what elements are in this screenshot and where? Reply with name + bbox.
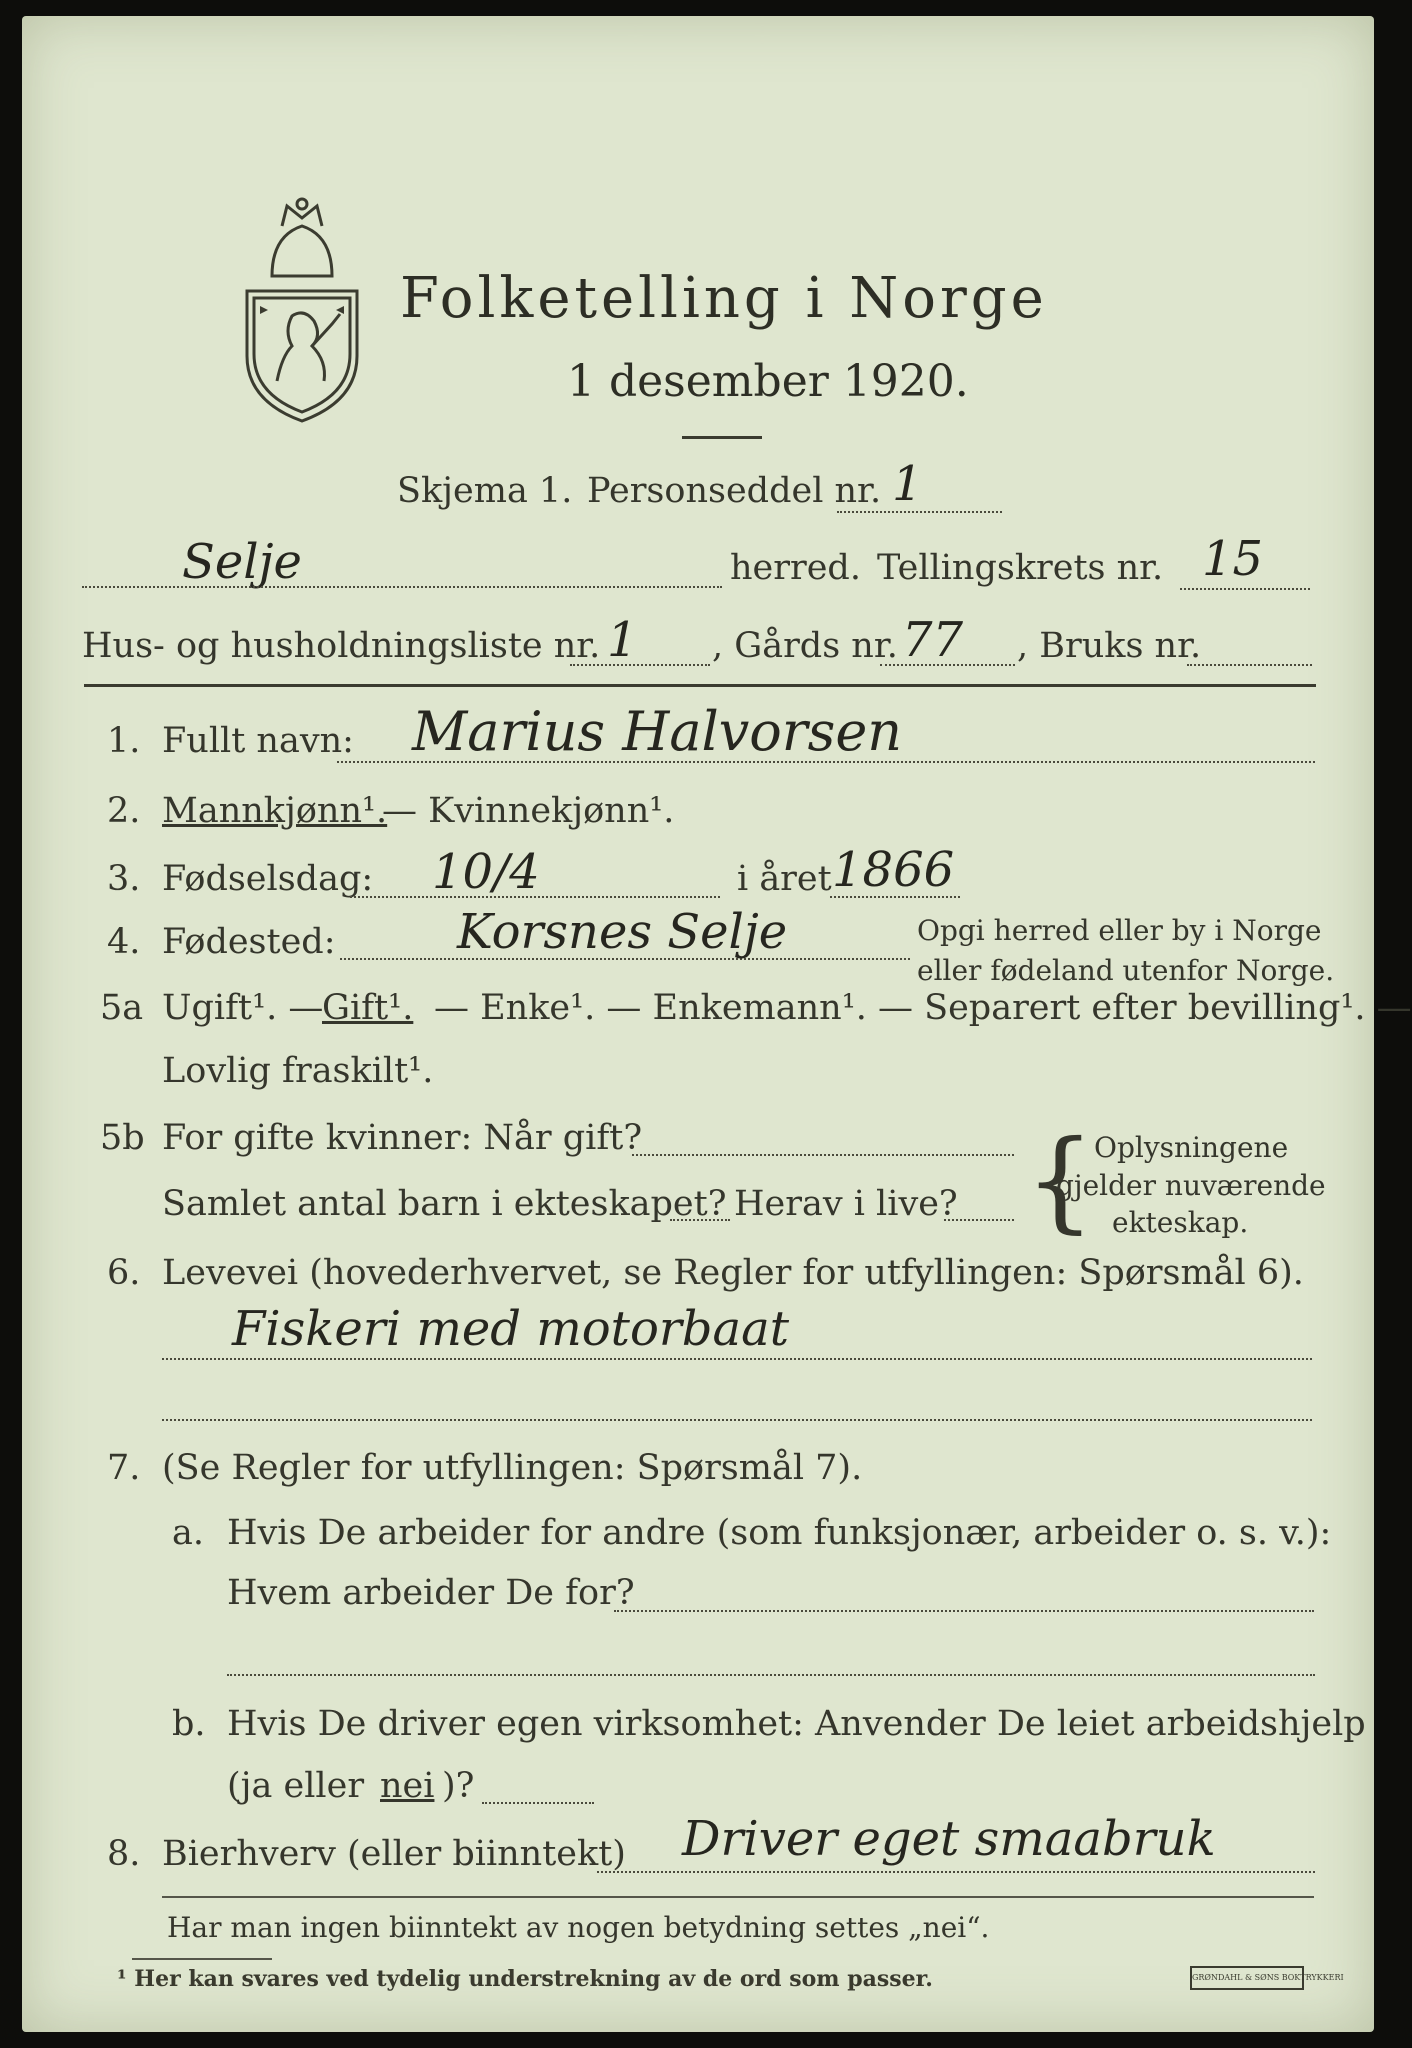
q6-number: 6. (107, 1253, 141, 1293)
q7b-line1: Hvis De driver egen virksomhet: Anvender De leiet arbeidshjelp (227, 1704, 1366, 1744)
q3-number: 3. (107, 859, 141, 899)
title-divider (682, 436, 762, 439)
gards-value: 77 (902, 612, 964, 668)
q5b-line1: For gifte kvinner: Når gift? (162, 1118, 643, 1158)
q4-label: Fødested: (162, 922, 336, 962)
q5b-brace: { (1025, 1116, 1095, 1244)
q7b-line2a: (ja eller (227, 1766, 365, 1806)
q4-note-line1: Opgi herred eller by i Norge (917, 914, 1322, 947)
q4-number: 4. (107, 922, 141, 962)
herred-label: herred. (730, 548, 861, 588)
census-form-sheet (22, 16, 1412, 2032)
q5b-note2: gjelder nuværende (1056, 1169, 1326, 1202)
q6-line2 (162, 1419, 1312, 1421)
bruks-label: , Bruks nr. (1017, 626, 1202, 666)
q7a-line (614, 1610, 1314, 1612)
q5a-ugift: Ugift¹. — (162, 988, 324, 1028)
q7a-line-extra (227, 1674, 1315, 1676)
q5b-when-line (632, 1154, 1014, 1156)
q3-label: Fødselsdag: (162, 859, 374, 899)
tellingskrets-line (1180, 588, 1310, 590)
q5a-gift: Gift¹. (322, 988, 414, 1028)
q5b-note3: ekteskap. (1112, 1206, 1249, 1239)
q3-year-value: 1866 (832, 842, 955, 898)
q5a-rest: — Enke¹. — Enkemann¹. — Separert efter bevilling¹. — (434, 988, 1412, 1028)
herred-line (82, 586, 722, 588)
q2-number: 2. (107, 791, 141, 831)
q7b-line (482, 1802, 594, 1804)
personseddel-value: 1 (892, 456, 923, 512)
husliste-value: 1 (607, 612, 638, 668)
q3-value: 10/4 (432, 844, 540, 900)
footnote-rule (132, 1958, 272, 1960)
q7b-letter: b. (172, 1704, 206, 1744)
q8-value: Driver eget smaabruk (682, 1811, 1216, 1867)
q5a-line2: Lovlig fraskilt¹. (162, 1051, 434, 1091)
q7-number: 7. (107, 1448, 141, 1488)
q2-rest: — Kvinnekjønn¹. (382, 791, 675, 831)
q6-value: Fiskeri med motorbaat (232, 1301, 790, 1357)
q1-value: Marius Halvorsen (412, 700, 903, 763)
q7-label: (Se Regler for utfyllingen: Spørsmål 7). (162, 1448, 863, 1488)
q8-number: 8. (107, 1834, 141, 1874)
schema-label: Skjema 1. (397, 471, 573, 511)
q2-mannkjonn: Mannkjønn¹. (162, 791, 388, 831)
coat-of-arms-icon (232, 196, 372, 426)
q6-label: Levevei (hovederhvervet, se Regler for utfyllingen: Spørsmål 6). (162, 1253, 1304, 1293)
q8-line (597, 1871, 1315, 1873)
printer-stamp: GRØNDAHL & SØNS BOKTRYKKERI (1190, 1966, 1304, 1990)
husliste-label: Hus- og husholdningsliste nr. (82, 626, 601, 666)
q7b-nei: nei (380, 1766, 435, 1806)
husliste-line (570, 664, 710, 666)
form-title: Folketelling i Norge (400, 266, 1048, 331)
q7b-line2c: )? (442, 1766, 475, 1806)
herred-value: Selje (182, 534, 302, 590)
q4-note-line2: eller fødeland utenfor Norge. (917, 954, 1335, 987)
q5b-note1: Oplysningene (1094, 1131, 1289, 1164)
footer-note: Har man ingen biinntekt av nogen betydning settes „nei“. (167, 1911, 990, 1944)
gards-label: , Gårds nr. (712, 626, 898, 666)
q5b-line2b: Herav i live? (734, 1184, 958, 1224)
form-date: 1 desember 1920. (567, 356, 969, 407)
bruks-line (1187, 664, 1312, 666)
q7a-line1: Hvis De arbeider for andre (som funksjonær, arbeider o. s. v.): (227, 1513, 1332, 1553)
tellingskrets-value: 15 (1202, 531, 1264, 587)
q8-label: Bierhverv (eller biinntekt) (162, 1834, 626, 1874)
tellingskrets-label: Tellingskrets nr. (877, 548, 1164, 588)
q3-year-label: i året (737, 859, 832, 899)
footer-rule (162, 1896, 1314, 1898)
personseddel-label: Personseddel nr. (587, 471, 882, 511)
q5b-alive-line (944, 1219, 1014, 1221)
q6-line1 (162, 1358, 1312, 1360)
q5b-number: 5b (100, 1118, 145, 1158)
header-rule (84, 684, 1316, 687)
q4-value: Korsnes Selje (457, 904, 788, 960)
q7a-line2: Hvem arbeider De for? (227, 1573, 635, 1613)
footnote: ¹ Her kan svares ved tydelig understrekning av de ord som passer. (117, 1966, 933, 1992)
q5b-line2a: Samlet antal barn i ekteskapet? (162, 1184, 727, 1224)
q5b-children-line (670, 1219, 730, 1221)
q1-number: 1. (107, 721, 141, 761)
q1-label: Fullt navn: (162, 721, 354, 761)
q7a-letter: a. (172, 1513, 204, 1553)
q5a-number: 5a (100, 988, 144, 1028)
